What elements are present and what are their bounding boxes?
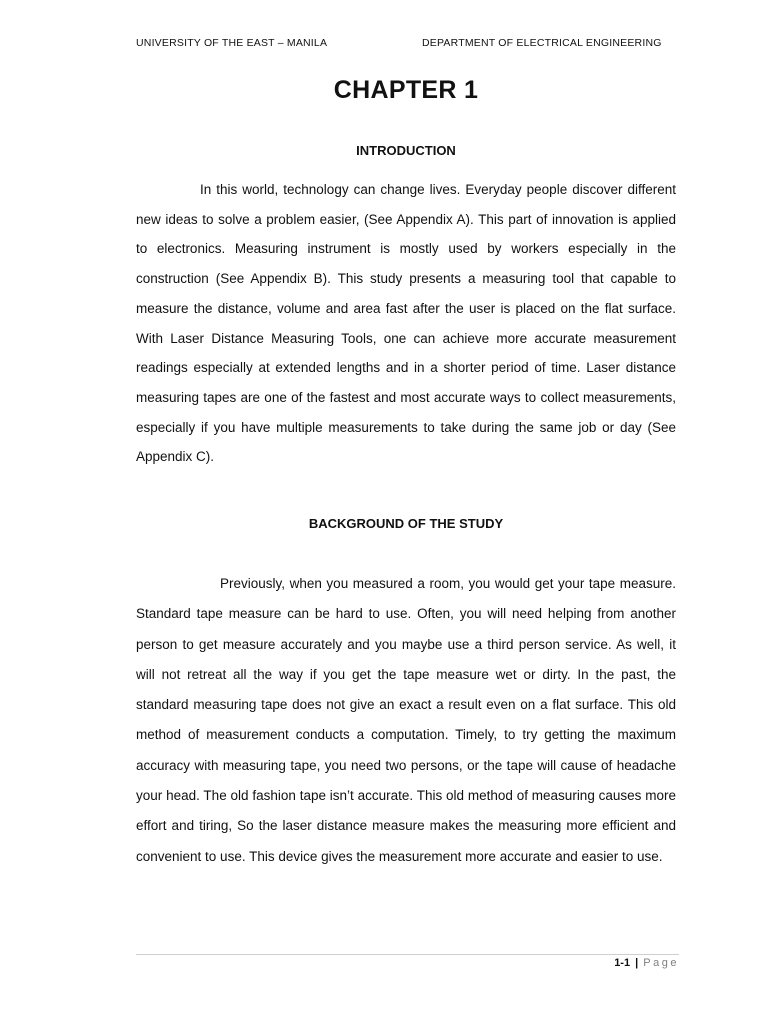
page-label: Page xyxy=(643,957,679,969)
introduction-heading: INTRODUCTION xyxy=(356,143,456,158)
introduction-paragraph: In this world, technology can change lives. Everyday people discover different new ideas to solve a problem easier, (See Appendix A). This part of innovation is applied to electronics. Measuring instrument is mostly used by workers especially in the construction (See Appendix B). This study presents a measuring tool that capable to measure the distance, volume and area fast after the user is placed on the flat surface. With Laser Distance Measuring Tools, one can achieve more accurate measurement readings especially at extended lengths and in a shorter period of time. Laser distance measuring tapes are one of the fastest and most accurate ways to collect measurements, especially if you have multiple measurements to take during the same job or day (See Appendix C). xyxy=(136,182,676,465)
chapter-title: CHAPTER 1 xyxy=(333,76,479,104)
header-department: DEPARTMENT OF ELECTRICAL ENGINEERING xyxy=(422,37,662,49)
footer-separator: | xyxy=(635,957,639,969)
page-number: 1-1 xyxy=(614,957,631,969)
background-heading: BACKGROUND OF THE STUDY xyxy=(308,516,504,531)
page-footer xyxy=(614,957,679,969)
header-university: UNIVERSITY OF THE EAST – MANILA xyxy=(136,37,328,49)
footer-divider xyxy=(136,954,679,955)
background-paragraph: Previously, when you measured a room, you would get your tape measure. Standard tape measure can be hard to use. Often, you will need helping from another person to get measure accurately and you maybe use a third person service. As well, it will not retreat all the way if you get the tape measure wet or dirty. In the past, the standard measuring tape does not give an exact a result even on a flat surface. This old method of measurement conducts a computation. Timely, to try getting the maximum accuracy with measuring tape, you need two persons, or the tape will cause of headache your head. The old fashion tape isn’t accurate. This old method of measuring causes more effort and tiring, So the laser distance measure makes the measuring more efficient and convenient to use. This device gives the measurement more accurate and easier to use. xyxy=(136,576,676,864)
